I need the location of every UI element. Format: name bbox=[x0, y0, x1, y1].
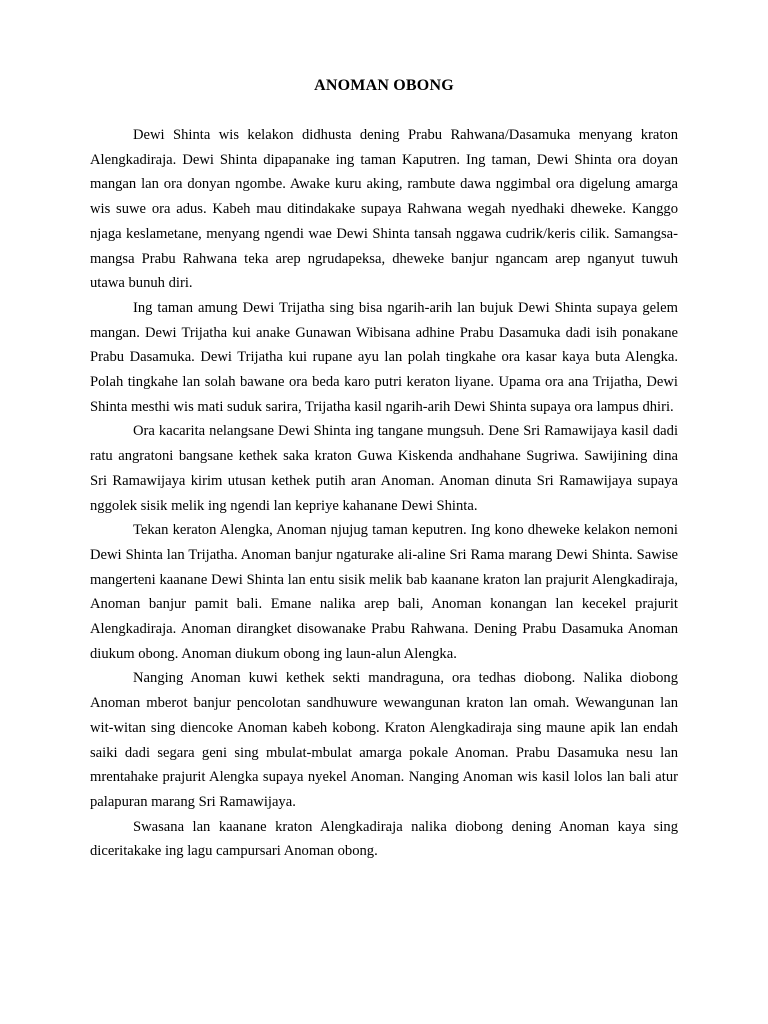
paragraph-5: Nanging Anoman kuwi kethek sekti mandraguna, ora tedhas diobong. Nalika diobong Anoman mberot banjur pencolotan sandhuwure wewangunan kraton lan omah. Wewangunan lan wit-witan sing diencoke Anoman kabeh kobong. Kraton Alengkadiraja sing maune apik lan endah saiki dadi segara geni sing mbulat-mbulat amarga pokale Anoman. Prabu Dasamuka nesu lan mrentahake prajurit Alengka supaya nyekel Anoman. Nanging Anoman wis kasil lolos lan bali atur palapuran marang Sri Ramawijaya. bbox=[90, 670, 678, 810]
paragraph-2: Ing taman amung Dewi Trijatha sing bisa ngarih-arih lan bujuk Dewi Shinta supaya gelem mangan. Dewi Trijatha kui anake Gunawan Wibisana adhine Prabu Dasamuka dadi isih ponakane Prabu Dasamuka. Dewi Trijatha kui rupane ayu lan polah tingkahe ora kasar kaya buta Alengka. Polah tingkahe lan solah bawane ora beda karo putri keraton liyane. Upama ora ana Trijatha, Dewi Shinta mesthi wis mati suduk sarira, Trijatha kasil ngarih-arih Dewi Shinta supaya ora lampus dhiri. bbox=[90, 299, 678, 415]
paragraph-4: Tekan keraton Alengka, Anoman njujug taman keputren. Ing kono dheweke kelakon nemoni Dewi Shinta lan Trijatha. Anoman banjur ngaturake ali-aline Sri Rama marang Dewi Shinta. Sawise mangerteni kaanane Dewi Shinta lan entu sisik melik bab kaanane kraton lan prajurit Alengkadiraja, Anoman banjur pamit bali. Emane nalika arep bali, Anoman konangan lan kecekel prajurit Alengkadiraja. Anoman dirangket disowanake Prabu Rahwana. Dening Prabu Dasamuka Anoman diukum obong. Anoman diukum obong ing laun-alun Alengka. bbox=[90, 522, 678, 662]
paragraph-3: Ora kacarita nelangsane Dewi Shinta ing tangane mungsuh. Dene Sri Ramawijaya kasil dadi ratu angratoni bangsane kethek saka kraton Guwa Kiskenda andhahane Sugriwa. Sawijining dina Sri Ramawijaya kirim utusan kethek putih aran Anoman. Anoman dinuta Sri Ramawijaya supaya nggolek sisik melik ing ngendi lan kepriye kahanane Dewi Shinta. bbox=[90, 423, 678, 514]
paragraph-6: Swasana lan kaanane kraton Alengkadiraja nalika diobong dening Anoman kaya sing diceritakake ing lagu campursari Anoman obong. bbox=[90, 818, 678, 860]
document-body bbox=[90, 123, 678, 864]
document-title: ANOMAN OBONG bbox=[314, 77, 454, 94]
paragraph-1: Dewi Shinta wis kelakon didhusta dening Prabu Rahwana/Dasamuka menyang kraton Alengkadiraja. Dewi Shinta dipapanake ing taman Kaputren. Ing taman, Dewi Shinta ora doyan mangan lan ora donyan ngombe. Awake kuru aking, rambute dawa nggimbal ora digelung amarga wis suwe ora adus. Kabeh mau ditindakake supaya Rahwana wegah nyedhaki dheweke. Kanggo njaga keslametane, menyang ngendi wae Dewi Shinta tansah nggawa cudrik/keris cilik. Samangsa-mangsa Prabu Rahwana teka arep ngrudapeksa, dheweke banjur ngancam arep nganyut tuwuh utawa bunuh diri. bbox=[90, 127, 678, 292]
